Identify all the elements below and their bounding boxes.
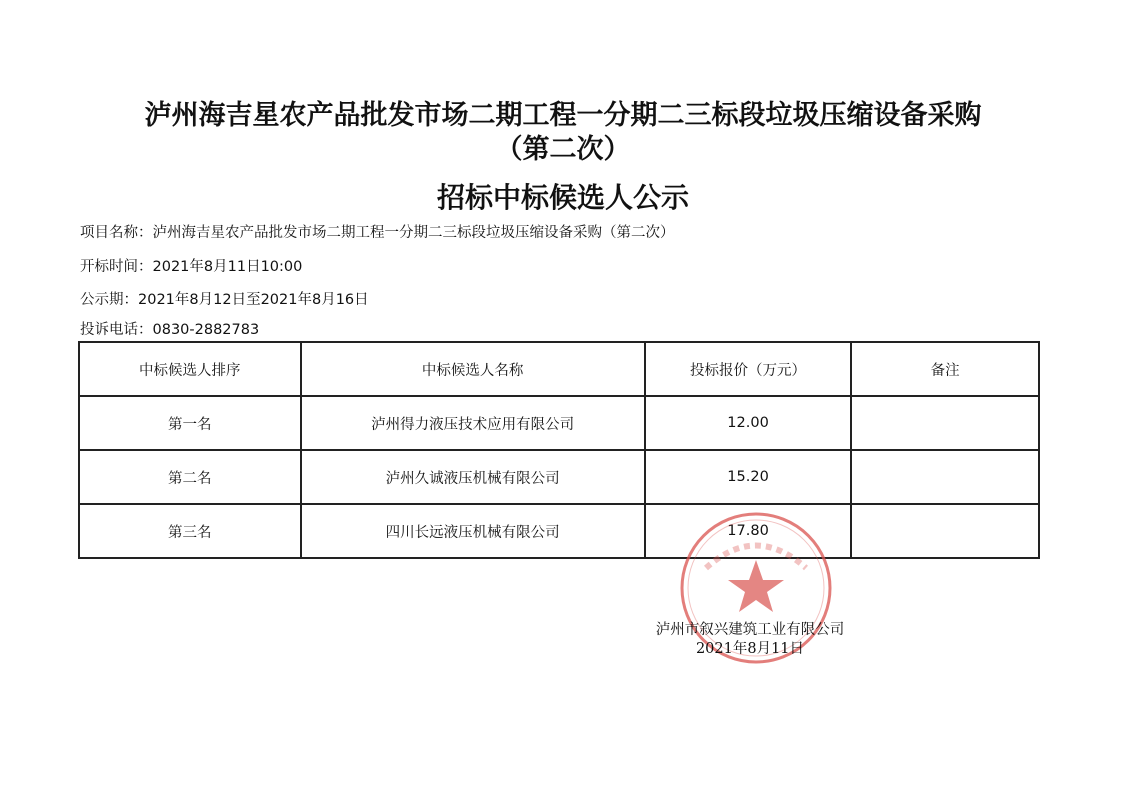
cell-candidate-name: 泸州得力液压技术应用有限公司 [301, 396, 645, 450]
signature-date: 2021年8月11日 [695, 641, 805, 657]
meta-bid-opening-time [80, 255, 302, 276]
cell-rank: 第二名 [79, 450, 301, 504]
table-row [79, 396, 1039, 450]
meta-label: 项目名称： [80, 225, 153, 241]
cell-bid-price: 15.20 [645, 450, 852, 504]
document-title-suffix: （第二次） [495, 134, 631, 165]
meta-value: 泸州海吉星农产品批发市场二期工程一分期二三标段垃圾压缩设备采购（第二次） [152, 225, 675, 241]
cell-remarks [851, 450, 1039, 504]
table-row [79, 504, 1039, 558]
meta-complaint-phone [80, 318, 259, 339]
signature-company: 泸州市叙兴建筑工业有限公司 [655, 622, 845, 638]
cell-rank: 第三名 [79, 504, 301, 558]
cell-bid-price: 12.00 [645, 396, 852, 450]
document-subtitle: 招标中标候选人公示 [436, 181, 689, 214]
meta-value: 2021年8月12日至2021年8月16日 [138, 292, 369, 308]
cell-remarks [851, 396, 1039, 450]
meta-publicity-period [80, 288, 369, 309]
cell-candidate-name: 泸州久诚液压机械有限公司 [301, 450, 645, 504]
table-row [79, 450, 1039, 504]
cell-candidate-name: 四川长远液压机械有限公司 [301, 504, 645, 558]
meta-label: 投诉电话： [80, 322, 153, 338]
document-title: 泸州海吉星农产品批发市场二期工程一分期二三标段垃圾压缩设备采购 [144, 100, 982, 131]
header-remarks: 备注 [851, 342, 1039, 396]
header-rank: 中标候选人排序 [79, 342, 301, 396]
meta-label: 公示期： [80, 292, 138, 308]
cell-remarks [851, 504, 1039, 558]
header-bid-price: 投标报价（万元） [645, 342, 852, 396]
table-header-row [79, 342, 1039, 396]
header-candidate-name: 中标候选人名称 [301, 342, 645, 396]
candidate-table [78, 341, 1040, 559]
meta-project-name [80, 221, 675, 242]
meta-label: 开标时间： [80, 259, 153, 275]
cell-rank: 第一名 [79, 396, 301, 450]
meta-value: 0830-2882783 [152, 322, 260, 338]
cell-bid-price: 17.80 [645, 504, 852, 558]
meta-value: 2021年8月11日10:00 [152, 259, 303, 275]
